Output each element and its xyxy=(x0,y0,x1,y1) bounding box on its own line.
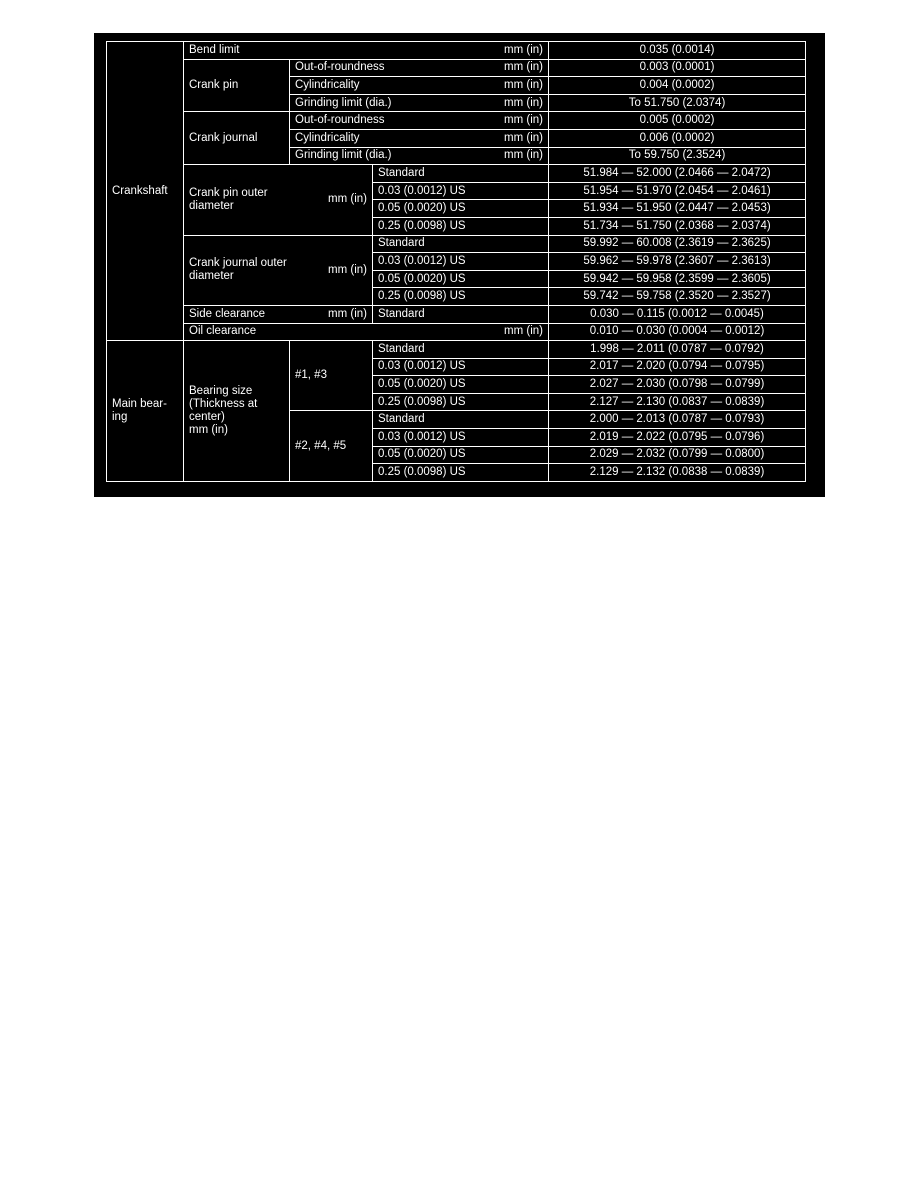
size-label: 0.03 (0.0012) US xyxy=(373,358,549,376)
unit-label: mm (in) xyxy=(504,61,544,74)
out-of-roundness-label: Out-of-roundness xyxy=(295,61,385,74)
bend-limit-label: Bend limit xyxy=(189,43,240,56)
side-clearance-cell xyxy=(184,305,373,323)
grinding-limit-label: Grinding limit (dia.) xyxy=(295,96,392,109)
size-label: 0.05 (0.0020) US xyxy=(373,270,549,288)
table-row xyxy=(107,305,806,323)
spec-value: 51.734 — 51.750 (2.0368 — 2.0374) xyxy=(549,217,806,235)
spec-value: To 59.750 (2.3524) xyxy=(549,147,806,165)
cylindricality-label: Cylindricality xyxy=(295,78,360,91)
size-label: Standard xyxy=(373,411,549,429)
spec-item-cell xyxy=(290,94,549,112)
size-label: 0.25 (0.0098) US xyxy=(373,464,549,482)
spec-value: 2.000 — 2.013 (0.0787 — 0.0793) xyxy=(549,411,806,429)
unit-label: mm (in) xyxy=(328,193,367,206)
table-row xyxy=(107,112,806,130)
unit-label: mm (in) xyxy=(504,43,544,56)
spec-value: To 51.750 (2.0374) xyxy=(549,94,806,112)
crank-pin-od-cell xyxy=(184,165,373,235)
unit-label: mm (in) xyxy=(328,307,367,320)
bearing-size-cell xyxy=(184,341,290,482)
crank-journal-label: Crank journal xyxy=(184,112,290,165)
spec-panel xyxy=(94,33,825,497)
size-label: Standard xyxy=(373,165,549,183)
size-label: 0.03 (0.0012) US xyxy=(373,429,549,447)
main-bearing-label: Main bear-ing xyxy=(112,397,167,423)
crankshaft-spec-table xyxy=(106,41,806,482)
table-row xyxy=(107,165,806,183)
table-row xyxy=(107,235,806,253)
size-label: 0.03 (0.0012) US xyxy=(373,182,549,200)
bearing-size-label: Bearing size (Thickness at center) xyxy=(189,384,258,423)
spec-item-cell xyxy=(290,77,549,95)
unit-label: mm (in) xyxy=(504,96,544,109)
spec-value: 0.003 (0.0001) xyxy=(549,59,806,77)
table-row xyxy=(107,59,806,77)
size-label: Standard xyxy=(373,305,549,323)
spec-value: 51.934 — 51.950 (2.0447 — 2.0453) xyxy=(549,200,806,218)
bend-limit-cell xyxy=(184,42,549,60)
unit-label: mm (in) xyxy=(504,325,544,338)
size-label: 0.05 (0.0020) US xyxy=(373,446,549,464)
crank-journal-od-label: Crank journal outer diameter xyxy=(189,257,287,283)
spec-item-cell xyxy=(290,129,549,147)
spec-value: 0.006 (0.0002) xyxy=(549,129,806,147)
unit-label: mm (in) xyxy=(504,114,544,127)
oil-clearance-label: Oil clearance xyxy=(189,325,257,338)
grinding-limit-label: Grinding limit (dia.) xyxy=(295,149,392,162)
spec-value: 51.954 — 51.970 (2.0454 — 2.0461) xyxy=(549,182,806,200)
size-label: 0.25 (0.0098) US xyxy=(373,217,549,235)
spec-value: 59.962 — 59.978 (2.3607 — 2.3613) xyxy=(549,253,806,271)
spec-value: 0.010 — 0.030 (0.0004 — 0.0012) xyxy=(549,323,806,341)
crank-pin-label: Crank pin xyxy=(184,59,290,112)
spec-item-cell xyxy=(290,147,549,165)
spec-value: 2.019 — 2.022 (0.0795 — 0.0796) xyxy=(549,429,806,447)
spec-item-cell xyxy=(290,112,549,130)
spec-item-cell xyxy=(290,59,549,77)
cylindricality-label: Cylindricality xyxy=(295,131,360,144)
size-label: 0.05 (0.0020) US xyxy=(373,376,549,394)
crank-pin-od-label: Crank pin outer diameter xyxy=(189,186,268,212)
spec-value: 59.992 — 60.008 (2.3619 — 2.3625) xyxy=(549,235,806,253)
oil-clearance-cell xyxy=(184,323,549,341)
spec-value: 0.004 (0.0002) xyxy=(549,77,806,95)
unit-label: mm (in) xyxy=(504,131,544,144)
main-bearing-category xyxy=(107,341,184,482)
spec-value: 2.129 — 2.132 (0.0838 — 0.0839) xyxy=(549,464,806,482)
out-of-roundness-label: Out-of-roundness xyxy=(295,114,385,127)
spec-value: 2.029 — 2.032 (0.0799 — 0.0800) xyxy=(549,446,806,464)
bearing-group-2-4-5: #2, #4, #5 xyxy=(290,411,373,481)
unit-label: mm (in) xyxy=(504,78,544,91)
spec-value: 59.942 — 59.958 (2.3599 — 2.3605) xyxy=(549,270,806,288)
spec-value: 51.984 — 52.000 (2.0466 — 2.0472) xyxy=(549,165,806,183)
size-label: Standard xyxy=(373,235,549,253)
spec-value: 2.017 — 2.020 (0.0794 — 0.0795) xyxy=(549,358,806,376)
spec-value: 2.127 — 2.130 (0.0837 — 0.0839) xyxy=(549,393,806,411)
spec-value: 0.035 (0.0014) xyxy=(549,42,806,60)
spec-value: 0.005 (0.0002) xyxy=(549,112,806,130)
size-label: 0.25 (0.0098) US xyxy=(373,393,549,411)
spec-value: 1.998 — 2.011 (0.0787 — 0.0792) xyxy=(549,341,806,359)
bearing-group-1-3: #1, #3 xyxy=(290,341,373,411)
unit-label: mm (in) xyxy=(504,149,544,162)
table-row xyxy=(107,341,806,359)
unit-label: mm (in) xyxy=(328,263,367,276)
table-row xyxy=(107,323,806,341)
unit-label: mm (in) xyxy=(189,423,228,436)
table-row xyxy=(107,42,806,60)
crankshaft-category: Crankshaft xyxy=(107,42,184,341)
size-label: 0.03 (0.0012) US xyxy=(373,253,549,271)
spec-value: 59.742 — 59.758 (2.3520 — 2.3527) xyxy=(549,288,806,306)
size-label: 0.25 (0.0098) US xyxy=(373,288,549,306)
size-label: Standard xyxy=(373,341,549,359)
spec-value: 0.030 — 0.115 (0.0012 — 0.0045) xyxy=(549,305,806,323)
size-label: 0.05 (0.0020) US xyxy=(373,200,549,218)
side-clearance-label: Side clearance xyxy=(189,307,266,320)
spec-value: 2.027 — 2.030 (0.0798 — 0.0799) xyxy=(549,376,806,394)
crank-journal-od-cell xyxy=(184,235,373,305)
